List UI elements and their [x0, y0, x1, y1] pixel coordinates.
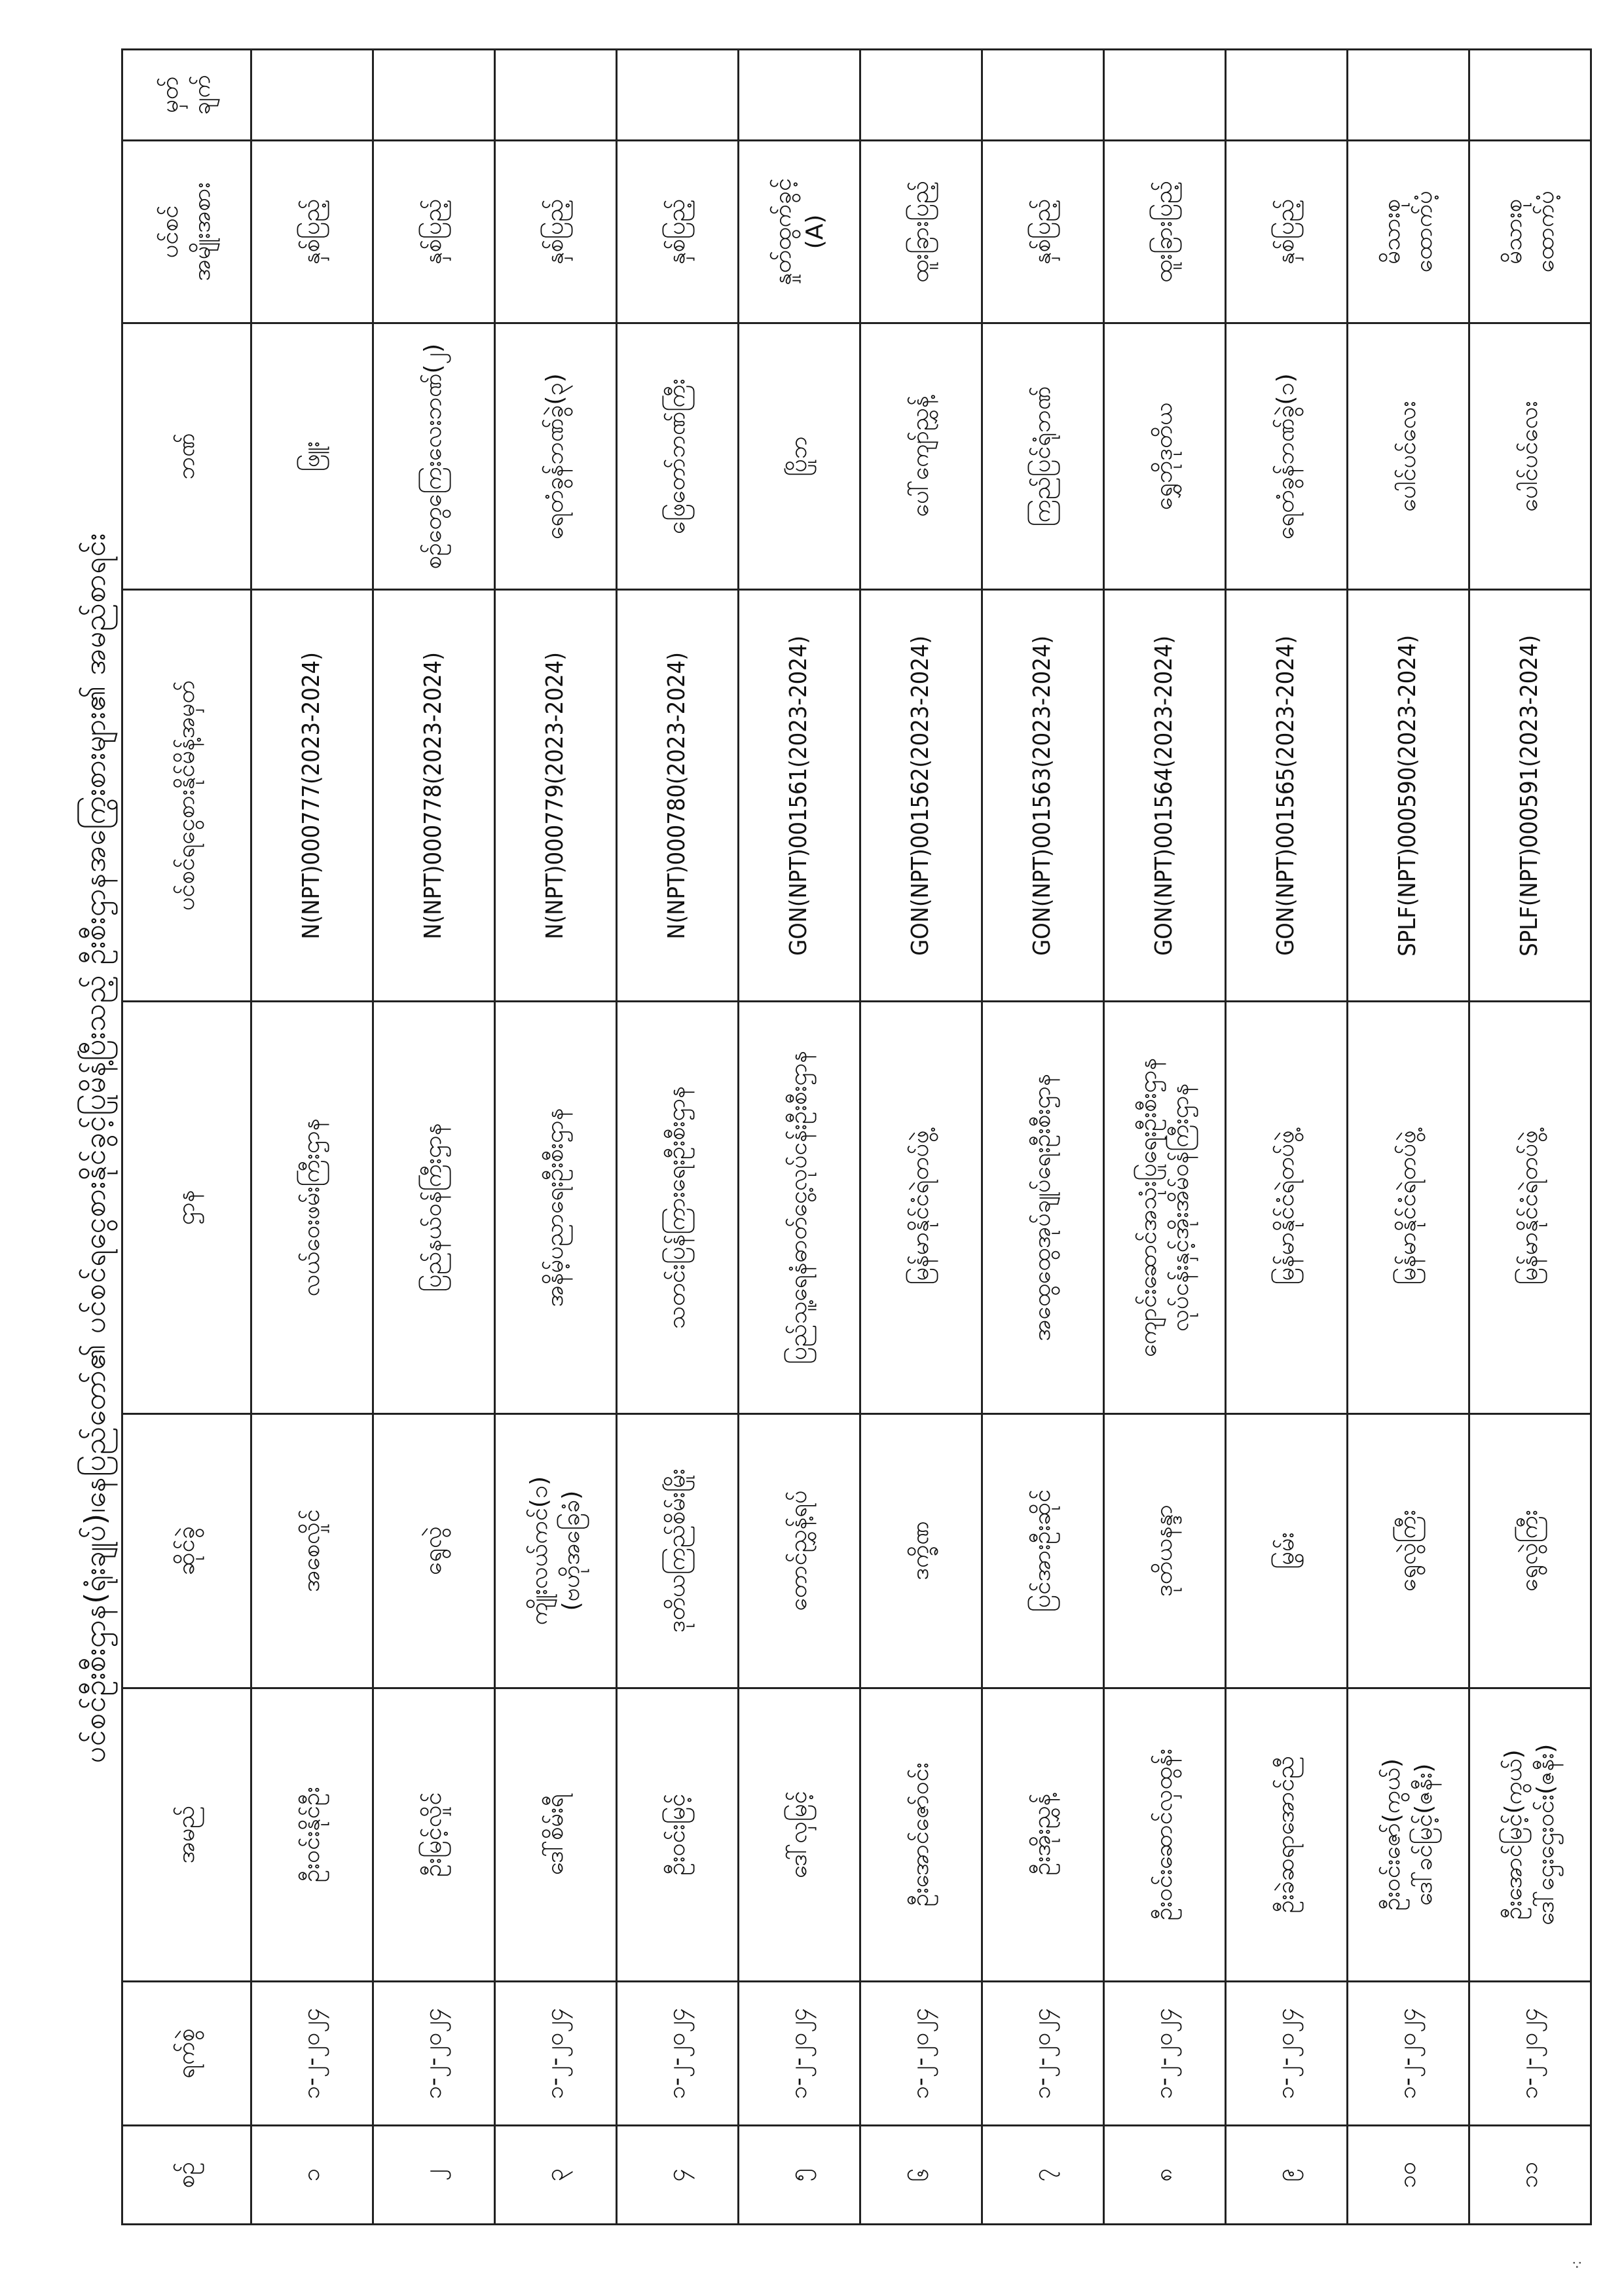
header-date: ရက်စွဲ [122, 1981, 251, 2126]
cell-street: တောင်ညွှန့်ရပ် [739, 1413, 860, 1688]
header-remark: မှတ် ချက် [122, 50, 251, 141]
cell-no: ၉ [1226, 2126, 1348, 2225]
cell-type: နှစ်ပြည့် [373, 140, 495, 323]
cell-type: မိသားစု ထောက်ပံ့ [1469, 140, 1591, 323]
cell-no: ၁ [251, 2126, 373, 2225]
cell-bank: ဖြူး [251, 323, 373, 589]
cell-bank: ပြိုဘ [739, 323, 860, 589]
cell-date: ၁-၂-၂၀၂၄ [495, 1981, 617, 2126]
cell-license: N(NPT)000779(2023-2024) [495, 590, 617, 1002]
cell-name: ဒေါ်စိမ်းရီ [495, 1688, 617, 1981]
cell-no: ၂ [373, 2126, 495, 2225]
table-row [617, 50, 739, 2225]
cell-name: ဦးဝင်းမြင့် [617, 1688, 739, 1981]
cell-date: ၁-၂-၂၀၂၄ [617, 1981, 739, 2126]
table-body [251, 50, 1591, 2225]
cell-date: ၁-၂-၂၀၂၄ [373, 1981, 495, 2126]
cell-type: နှစ်ပြည့် [982, 140, 1104, 323]
cell-date: ၁-၂-၂၀၂၄ [739, 1981, 860, 2126]
cell-street: ရွေလွဲကြီး [1348, 1413, 1469, 1688]
table-row [1348, 50, 1469, 2225]
cell-license: GON(NPT)001562(2023-2024) [860, 590, 982, 1002]
cell-no: ၄ [617, 2126, 739, 2225]
table-row [982, 50, 1104, 2225]
cell-remark [982, 50, 1104, 141]
cell-street: ဒုတိယကြည်စိမ်းမြိုး [617, 1413, 739, 1688]
cell-no: ၃ [495, 2126, 617, 2225]
cell-name: ဒေါ်လှမြင့် [739, 1688, 860, 1981]
table-row [739, 50, 860, 2225]
cell-bank: ပေါင်ပင်လေး [1469, 323, 1591, 589]
cell-bank: ဖြေတော်ဘဏ်ကြီး [617, 323, 739, 589]
cell-department: အထွေထွေအုပ်ချုပ်ရေးဦးစီးဌာန [982, 1002, 1104, 1413]
cell-bank: စဉ်တွေကြေးလေးဘဏ်(၂) [373, 323, 495, 589]
cell-bank: ရေတံခွန်ဘဏ်ခွဲ(၁) [1226, 323, 1348, 589]
cell-department: မြန်မာနိုင်ငံရဲတပ်ဖွဲ့ [1469, 1002, 1591, 1413]
cell-bank: ပေါင်ပင်လေး [1348, 323, 1469, 589]
cell-department: ကျောင်းဆောင်အသုံးပြုရေးဦးစီးဌာန လုပ်ငန်းနှင့်အိုးအိမ်ဝန်ကြီးဌာန [1104, 1002, 1226, 1413]
cell-no: ၆ [860, 2126, 982, 2225]
cell-remark [1104, 50, 1226, 141]
cell-license: GON(NPT)001565(2023-2024) [1226, 590, 1348, 1002]
cell-remark [860, 50, 982, 141]
cell-remark [617, 50, 739, 141]
cell-license: N(NPT)000778(2023-2024) [373, 590, 495, 1002]
table-row [1469, 50, 1591, 2225]
cell-street: ရွေလွဲကြီး [1469, 1413, 1591, 1688]
cell-street: ကျိုးလယ်ကင်(၁) (ဗဟိုအခြေခံ) [495, 1413, 617, 1688]
header-department: ဌာန [122, 1002, 251, 1413]
cell-date: ၁-၂-၂၀၂၄ [1348, 1981, 1469, 2126]
cell-remark [1348, 50, 1469, 141]
cell-department: ပြည်နယ်ဝန်ကြီးဌာန [373, 1002, 495, 1413]
cell-type: မိသားစု ထောက်ပံ့ [1348, 140, 1469, 323]
cell-license: N(NPT)000777(2023-2024) [251, 590, 373, 1002]
cell-type: ထူးခြားပြည့် [1104, 140, 1226, 323]
cell-department: လယ်ဝေးဖမ်းကြီးဌာန [251, 1002, 373, 1413]
cell-remark [373, 50, 495, 141]
cell-bank: ပေါ်ကျော်ညွှန့် [860, 323, 982, 589]
header-bank: ဘဏ် [122, 323, 251, 589]
cell-type: နှစ်ပြည့် [617, 140, 739, 323]
cell-license: GON(NPT)001564(2023-2024) [1104, 590, 1226, 1002]
table-row [373, 50, 495, 2225]
cell-remark [1226, 50, 1348, 141]
cell-department: မြန်မာနိုင်ငံရဲတပ်ဖွဲ့ [1348, 1002, 1469, 1413]
header-no: စဉ် [122, 2126, 251, 2225]
cell-department: မြန်မာနိုင်ငံရဲတပ်ဖွဲ့ [1226, 1002, 1348, 1413]
cell-name: ဦးဝင်းဆောင်လှထွန်း [1104, 1688, 1226, 1981]
cell-remark [739, 50, 860, 141]
table-row [495, 50, 617, 2225]
cell-license: SPLF(NPT)000590(2023-2024) [1348, 590, 1469, 1002]
table-row [1226, 50, 1348, 2225]
cell-bank: ရေတံခွန်ဘဏ်ခွဲ(၃) [495, 323, 617, 589]
register-table [121, 48, 1592, 2225]
cell-department: ပြည်သူ့ရေနံဓာတ်ငွေ့လုပ်ငန်းဦးစီးဌာန [739, 1002, 860, 1413]
cell-remark [1469, 50, 1591, 141]
cell-bank: ကြည်ပြင်ရုံဘဏ် [982, 323, 1104, 589]
header-type: ပင်စင် အမျိုးအစား [122, 140, 251, 323]
cell-name: ဦးဝင်းနိုင်ဦး [251, 1688, 373, 1981]
cell-type: နှစ်ပြည့် [1226, 140, 1348, 323]
header-street: ဆိုင်ခွဲ [122, 1413, 251, 1688]
cell-name: ဦးအောင်မြင့်(ကွယ်) ဒေါ်ဌေးဌေးဝင်း(ဇနီး) [1469, 1688, 1591, 1981]
cell-license: GON(NPT)001561(2023-2024) [739, 590, 860, 1002]
cell-no: ၁၁ [1469, 2126, 1591, 2225]
cell-remark [495, 50, 617, 141]
table-row [251, 50, 373, 2225]
cell-name: ဦးအောင်ဇော်ဝင်း [860, 1688, 982, 1981]
cell-date: ၁-၂-၂၀၂၄ [1469, 1981, 1591, 2126]
cell-license: SPLF(NPT)000591(2023-2024) [1469, 590, 1591, 1002]
cell-department: မြန်မာနိုင်ငံရဲတပ်ဖွဲ့ [860, 1002, 982, 1413]
cell-type: နှစ်ပြည့် [251, 140, 373, 323]
cell-name: ဦးခဲဆရာအောင်ညီ [1226, 1688, 1348, 1981]
cell-street: အစေလှိုင် [251, 1413, 373, 1688]
cell-license: N(NPT)000780(2023-2024) [617, 590, 739, 1002]
cell-no: ၅ [739, 2126, 860, 2225]
cell-no: ၇ [982, 2126, 1104, 2225]
cell-street: ပြင်အားဦးဆိုင် [982, 1413, 1104, 1688]
cell-street: မြွမ်း [1226, 1413, 1348, 1688]
header-row [122, 50, 251, 2225]
table-row [1104, 50, 1226, 2225]
cell-name: ဦးဝင်းဇော်(ကွယ်) ဒေါ်ခင်မြင့်(ဇနီး) [1348, 1688, 1469, 1981]
cell-department: အနိမ့်ပညာရေးဦးစီးဌာန [495, 1002, 617, 1413]
cell-date: ၁-၂-၂၀၂၄ [860, 1981, 982, 2126]
cell-street: ရွေလွဲ [373, 1413, 495, 1688]
cell-bank: ရွှေဘိုဒုတိယ [1104, 323, 1226, 589]
cell-street: ဒုတိယနန္ဒာ [1104, 1413, 1226, 1688]
cell-date: ၁-၂-၂၀၂၄ [251, 1981, 373, 2126]
cell-no: ၈ [1104, 2126, 1226, 2225]
cell-type: နှစ်ပြည့် [495, 140, 617, 323]
cell-name: ဦးမြင့်လှိုင် [373, 1688, 495, 1981]
cell-license: GON(NPT)001563(2023-2024) [982, 590, 1104, 1002]
cell-type: နှုတ်ထွက်ခွင့် (A) [739, 140, 860, 323]
header-name: အမည် [122, 1688, 251, 1981]
cell-date: ၁-၂-၂၀၂၄ [1104, 1981, 1226, 2126]
table-row [860, 50, 982, 2225]
document-title: ပင်စင်ဦးစီးဌာန(ရုံးချုပ်)၊နေပြည်တော်၏ ပင်စင်ရငွေစားနိုင်ခွင့်ပြုမိန့်ပြီးသည့် ဦးစီးဌာနအကြွေးစားများ၏ အမည်စာရင်း [79, 532, 112, 1764]
cell-date: ၁-၂-၂၀၂၄ [1226, 1981, 1348, 2126]
cell-date: ၁-၂-၂၀၂၄ [982, 1981, 1104, 2126]
cell-street: ဒက္ခိဏ [860, 1413, 982, 1688]
cell-remark [251, 50, 373, 141]
cell-type: ထူးခြားပြည့် [860, 140, 982, 323]
cell-name: ဦးအိုးညွှန့် [982, 1688, 1104, 1981]
scan-mark: ⁖ [1568, 2259, 1588, 2270]
cell-no: ၁၀ [1348, 2126, 1469, 2225]
header-license: ပင်စင်ရငွေစားနိုင်မိန့်အမှတ် [122, 590, 251, 1002]
cell-department: သတင်းပြန်ကြားရေးဦးစီးဌာန [617, 1002, 739, 1413]
